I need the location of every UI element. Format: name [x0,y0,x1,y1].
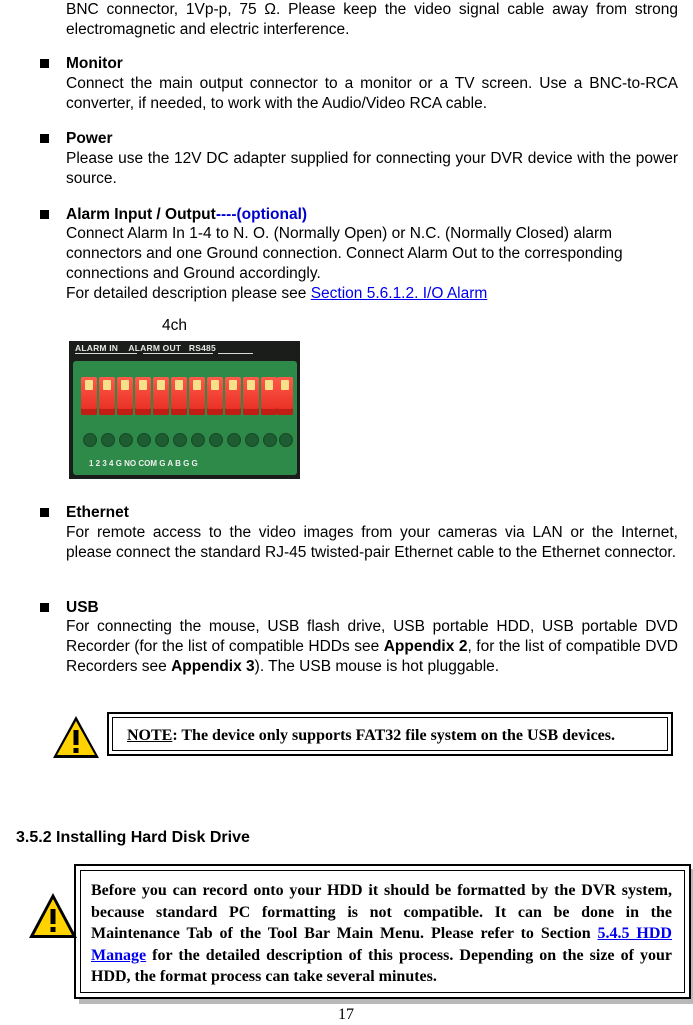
alarm-optional-label: ----(optional) [215,206,308,223]
power-paragraph: Please use the 12V DC adapter supplied for connecting your DVR device with the power source. [66,150,678,187]
alarm-terminal-image [69,341,300,479]
alarm-paragraph: Connect Alarm In 1-4 to N. O. (Normally Open) or N.C. (Normally Closed) alarm connectors and one Ground connection. Connect Alarm Out to the corresponding connections and Ground accordingly. For detailed description please see Section 5.6.1.2. I/O Alarm [66,225,623,302]
bullet-square-icon [40,59,49,68]
bullet-square-icon [40,210,49,219]
note-text: : The device only supports FAT32 file system on the USB devices. [172,727,616,744]
monitor-paragraph: Connect the main output connector to a monitor or a TV screen. Use a BNC-to-RCA converter, if needed, to work with the Audio/Video RCA cable. [66,75,678,112]
warning-icon [27,891,79,941]
monitor-heading: Monitor [40,54,123,74]
usb-heading: USB [40,598,99,618]
note-label: NOTE [127,727,173,744]
usb-paragraph: For connecting the mouse, USB flash drive, USB portable HDD, USB portable DVD Recorder (for the list of compatible HDDs see Appendix 2, for the list of compatible DVD Recorders see Appendix 3). The USB mouse is hot pluggable. [66,618,678,675]
bullet-square-icon [40,508,49,517]
page-number: 17 [338,1006,354,1023]
hdd-manage-link[interactable]: 5.4.5 HDD Manage [91,925,672,964]
connector-caption: 4ch [162,317,187,334]
appendix-3-ref: Appendix 3 [171,658,255,675]
bullet-square-icon [40,134,49,143]
usb-note-box [107,712,673,756]
power-heading: Power [40,129,113,149]
alarm-detail-prefix: For detailed description please see [66,285,311,302]
alarm-section-link[interactable]: Section 5.6.1.2. I/O Alarm [310,285,488,302]
section-title: 3.5.2 Installing Hard Disk Drive [16,829,250,846]
appendix-2-ref: Appendix 2 [383,638,468,655]
bullet-square-icon [40,603,49,612]
hdd-warning-box [74,864,691,999]
ethernet-paragraph: For remote access to the video images from your cameras via LAN or the Internet, please connect the standard RJ-45 twisted-pair Ethernet cable to the Ethernet connector. [66,524,678,561]
warning-icon [51,714,101,760]
hdd-warning-text: Before you can record onto your HDD it should be formatted by the DVR system, because standard PC formatting is not compatible. It can be done in the Maintenance Tab of the Tool Bar Main Menu. Please refer to Section 5.4.5 HDD Manage for the detailed description of this process. Depending on the size of your HDD, the format process can take several minutes. [80,870,685,993]
alarm-heading: Alarm Input / Output----(optional) [40,205,307,225]
ethernet-heading: Ethernet [40,503,129,523]
terminal-top-labels: ALARM IN ALARM OUT RS485 [75,343,216,353]
terminal-pin-labels: 1 2 3 4 G NO COM G A B G G [89,459,198,468]
intro-paragraph: BNC connector, 1Vp-p, 75 Ω. Please keep the video signal cable away from strong electromagnetic and electric interference. [66,1,678,38]
